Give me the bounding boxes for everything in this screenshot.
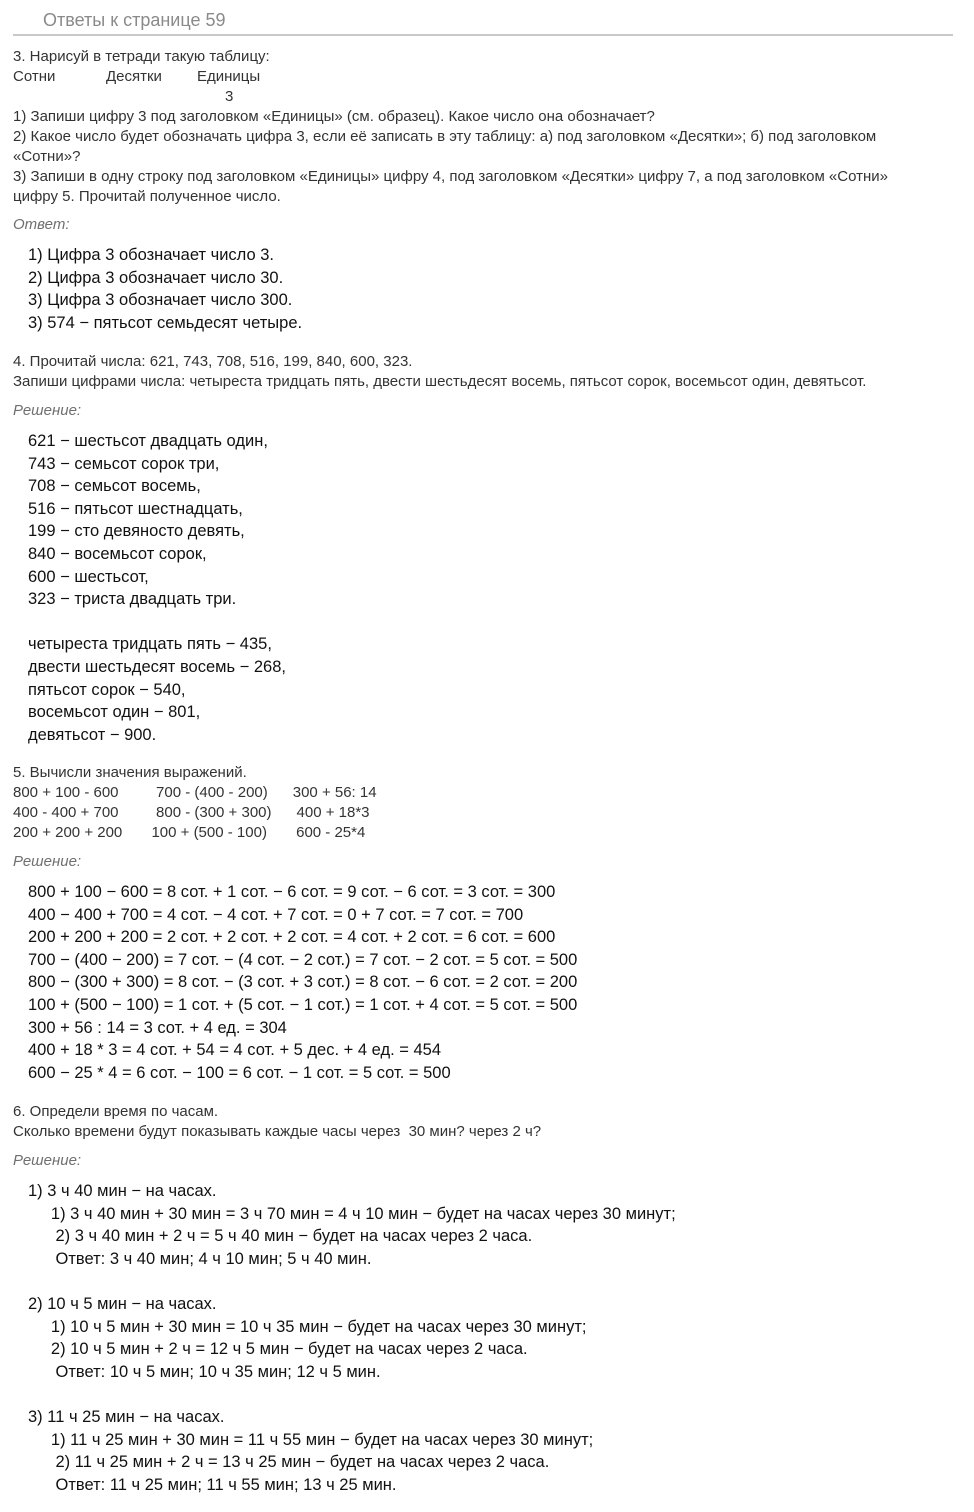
table-header-units: Единицы	[197, 68, 261, 85]
answer-line: 1) 3 ч 40 мин − на часах.	[28, 1182, 217, 1200]
answer-line: 2) Цифра 3 обозначает число 30.	[28, 268, 284, 287]
answer-line: 300 + 56 : 14 = 3 сот. + 4 ед. = 304	[28, 1018, 287, 1037]
task-3-title-block	[13, 47, 270, 67]
table-header-tens: Десятки	[106, 68, 162, 85]
answer-line: 199 − сто девяносто девять,	[28, 522, 245, 541]
task-4-solution-label: Решение:	[13, 402, 82, 419]
answer-line: 621 − шестьсот двадцать один,	[28, 432, 268, 450]
answer-line: 600 − 25 * 4 = 6 сот. − 100 = 6 сот. − 1 сот. = 5 сот. = 500	[28, 1063, 451, 1082]
answer-line: 708 − семьсот восемь,	[28, 477, 201, 496]
answer-line: 323 − триста двадцать три.	[28, 590, 237, 609]
task-6-solution-label: Решение:	[13, 1152, 82, 1169]
task-3-answer-label: Ответ:	[13, 216, 70, 233]
task-3-question-2a: 2) Какое число будет обозначать цифра 3, если её записать в эту таблицу: а) под заголовком «Десятки»; б) под заголовком	[13, 128, 877, 145]
answer-line	[28, 1270, 676, 1293]
table-header-hundreds: Сотни	[13, 68, 56, 85]
task-6-line-2: Сколько времени будут показывать каждые часы через 30 мин? через 2 ч?	[13, 1123, 542, 1140]
task-6-answers	[28, 1180, 676, 1496]
task-5-row: 200 + 200 + 200 100 + (500 - 100) 600 - 25*4	[13, 824, 366, 841]
task-6-line-1: 6. Определи время по часам.	[13, 1103, 219, 1120]
answer-line: 3) 574 − пятьсот семьдесят четыре.	[28, 313, 303, 332]
task-3-question-3a: 3) Запиши в одну строку под заголовком «Единицы» цифру 4, под заголовком «Десятки» цифру 7, а под заголовком «Сотни»	[13, 168, 888, 185]
answer-line: 800 − (300 + 300) = 8 сот. − (3 сот. + 3 сот.) = 8 сот. − 6 сот. = 2 сот. = 200	[28, 973, 578, 992]
answer-line: 400 − 400 + 700 = 4 сот. − 4 сот. + 7 сот. = 0 + 7 сот. = 7 сот. = 700	[28, 905, 524, 924]
task-6-text	[13, 1102, 541, 1142]
task-3-question-3b: цифру 5. Прочитай полученное число.	[13, 188, 281, 205]
answer-line: восемьсот один − 801,	[28, 703, 201, 722]
answer-line: 800 + 100 − 600 = 8 сот. + 1 сот. − 6 сот. = 9 сот. − 6 сот. = 3 сот. = 300	[28, 883, 556, 901]
task-5-title: 5. Вычисли значения выражений.	[13, 764, 247, 781]
task-3-question-2b: «Сотни»?	[13, 148, 81, 165]
answer-line: 400 + 18 * 3 = 4 сот. + 54 = 4 сот. + 5 дес. + 4 ед. = 454	[28, 1041, 441, 1060]
task-4-answers	[28, 430, 286, 746]
task-3-title: 3. Нарисуй в тетради такую таблицу:	[13, 48, 270, 65]
page-title: Ответы к странице 59	[43, 10, 226, 30]
table-value: 3	[225, 88, 234, 105]
answer-line: 2) 10 ч 5 мин − на часах.	[28, 1294, 217, 1313]
answer-line: 1) 11 ч 25 мин + 30 мин = 11 ч 55 мин − будет на часах через 30 минут;	[28, 1430, 594, 1449]
answer-line: 600 − шестьсот,	[28, 567, 149, 586]
task-5-row: 400 - 400 + 700 800 - (300 + 300) 400 + 18*3	[13, 804, 370, 821]
answer-line	[28, 611, 286, 634]
answer-line: 3) Цифра 3 обозначает число 300.	[28, 291, 293, 310]
task-5-solution-label: Решение:	[13, 853, 82, 870]
answer-line: Ответ: 10 ч 5 мин; 10 ч 35 мин; 12 ч 5 мин.	[28, 1362, 381, 1381]
answer-line: 3) 11 ч 25 мин − на часах.	[28, 1407, 225, 1426]
task-5-text	[13, 763, 377, 843]
answer-line: 1) 3 ч 40 мин + 30 мин = 3 ч 70 мин = 4 ч 10 мин − будет на часах через 30 минут;	[28, 1204, 676, 1223]
task-3-questions	[13, 107, 888, 207]
task-3-question-1: 1) Запиши цифру 3 под заголовком «Единицы» (см. образец). Какое число она обозначает?	[13, 108, 655, 125]
answer-line: 100 + (500 − 100) = 1 сот. + (5 сот. − 1 сот.) = 1 сот. + 4 сот. = 5 сот. = 500	[28, 995, 578, 1014]
answer-line: 516 − пятьсот шестнадцать,	[28, 499, 243, 518]
answer-line: 700 − (400 − 200) = 7 сот. − (4 сот. − 2 сот.) = 7 сот. − 2 сот. = 5 сот. = 500	[28, 950, 578, 969]
task-5-answers	[28, 881, 577, 1084]
answer-line: девятьсот − 900.	[28, 725, 157, 744]
answer-line: Ответ: 3 ч 40 мин; 4 ч 10 мин; 5 ч 40 мин.	[28, 1249, 372, 1268]
answer-line: 840 − восемьсот сорок,	[28, 544, 207, 563]
answer-line: пятьсот сорок − 540,	[28, 680, 186, 699]
answer-line	[28, 1383, 676, 1406]
answer-line: Ответ: 11 ч 25 мин; 11 ч 55 мин; 13 ч 25 мин.	[28, 1475, 397, 1494]
task-3-answers	[28, 244, 302, 334]
answer-line: 2) 3 ч 40 мин + 2 ч = 5 ч 40 мин − будет на часах через 2 часа.	[28, 1227, 533, 1246]
task-4-line-1: 4. Прочитай числа: 621, 743, 708, 516, 199, 840, 600, 323.	[13, 353, 413, 370]
page-header	[13, 6, 953, 36]
answer-line: четыреста тридцать пять − 435,	[28, 635, 272, 654]
answer-line: 2) 10 ч 5 мин + 2 ч = 12 ч 5 мин − будет на часах через 2 часа.	[28, 1340, 528, 1359]
answer-line: 743 − семьсот сорок три,	[28, 454, 220, 473]
task-4-text	[13, 352, 866, 392]
answer-line: 1) Цифра 3 обозначает число 3.	[28, 246, 275, 264]
answer-line: 2) 11 ч 25 мин + 2 ч = 13 ч 25 мин − будет на часах через 2 часа.	[28, 1453, 550, 1472]
answer-line: 200 + 200 + 200 = 2 сот. + 2 сот. + 2 сот. = 4 сот. + 2 сот. = 6 сот. = 600	[28, 928, 556, 947]
task-5-row: 800 + 100 - 600 700 - (400 - 200) 300 + 56: 14	[13, 784, 377, 801]
answer-line: двести шестьдесят восемь − 268,	[28, 657, 286, 676]
task-4-line-2: Запиши цифрами числа: четыреста тридцать пять, двести шестьдесят восемь, пятьсот сорок, восемьсот один, девятьсот.	[13, 373, 867, 390]
answer-line: 1) 10 ч 5 мин + 30 мин = 10 ч 35 мин − будет на часах через 30 минут;	[28, 1317, 587, 1336]
